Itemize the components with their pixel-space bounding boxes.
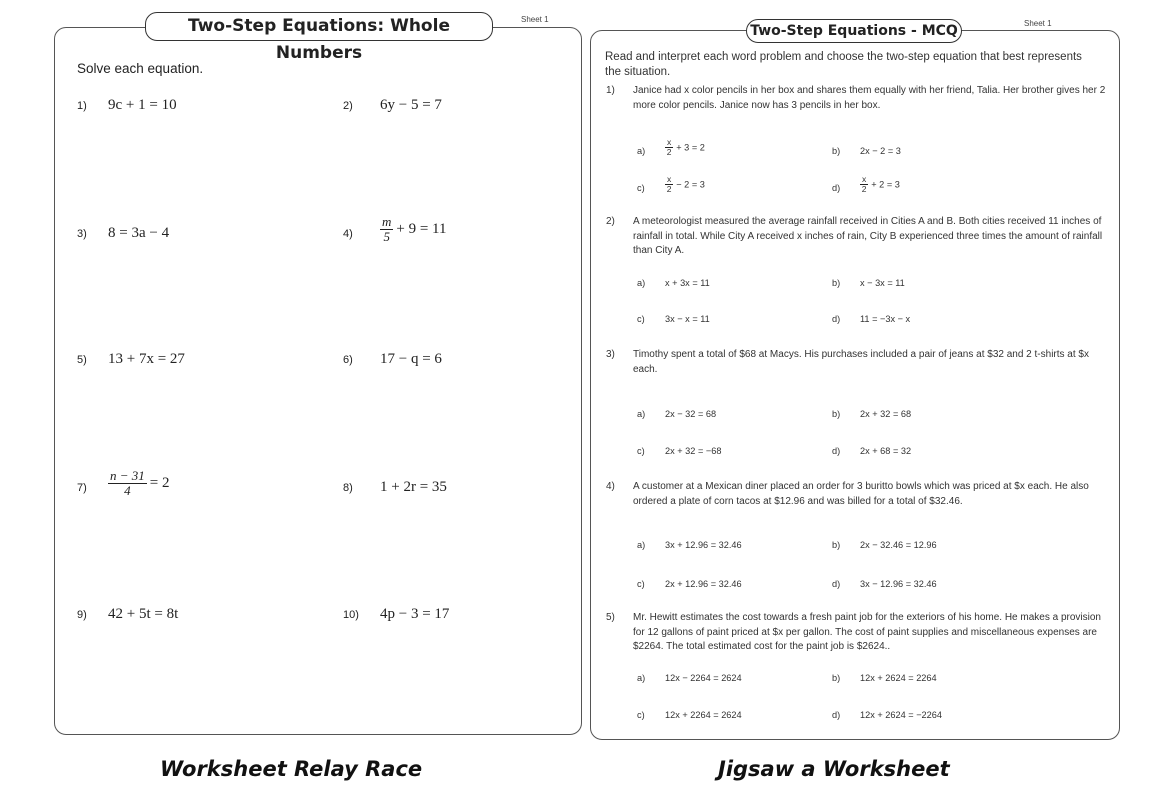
- option-label: b): [832, 540, 841, 550]
- problem-number: 7): [77, 482, 87, 494]
- option-equation: [860, 409, 911, 419]
- problem-number: 8): [343, 482, 353, 494]
- option-label: c): [637, 446, 645, 456]
- denominator: 5: [383, 229, 390, 245]
- numerator: n − 31: [110, 468, 145, 483]
- equation-text: 12x + 2624 = −2264: [860, 710, 942, 720]
- right-caption: Jigsaw a Worksheet: [718, 757, 950, 781]
- numerator: m: [382, 214, 392, 229]
- option-equation: [860, 673, 937, 683]
- fraction: [380, 215, 393, 245]
- denominator: 4: [124, 483, 131, 499]
- question-text: A customer at a Mexican diner placed an order for 3 buritto bowls which was priced at $x each. He also ordered a plate of corn tacos at $12.96 and was billed for a total of $32.46.: [633, 481, 1089, 507]
- question-text: A meteorologist measured the average rainfall received in Cities A and B. Both cities received 11 inches of rainfall in total. While City A received x inches of rain, City B experienced three times the amount of rainfall than City A.: [633, 216, 1103, 256]
- equation-text: x − 3x = 11: [860, 278, 905, 288]
- problem-number: 5): [77, 354, 87, 366]
- question-text: Timothy spent a total of $68 at Macys. His purchases included a pair of jeans at $32 and 2 t-shirts at $x each.: [633, 349, 1089, 375]
- equation-text: 12x + 2624 = 2264: [860, 673, 937, 683]
- left-caption: Worksheet Relay Race: [160, 757, 423, 781]
- option-equation: [665, 710, 742, 720]
- problem-number: 9): [77, 609, 87, 621]
- equation-text: 2x − 32 = 68: [665, 409, 717, 419]
- option-label: c): [637, 710, 645, 720]
- option-equation: [860, 540, 937, 550]
- left-instruction: Solve each equation.: [77, 61, 204, 76]
- fraction: [665, 175, 673, 195]
- problem-equation: [380, 479, 447, 496]
- fraction: [108, 469, 147, 499]
- option-label: a): [637, 673, 646, 683]
- denominator: 2: [666, 184, 672, 195]
- question-number: 1): [606, 85, 615, 96]
- numerator: x: [667, 137, 672, 147]
- equation-text: 2x + 12.96 = 32.46: [665, 579, 742, 589]
- equation-text: 2x + 32 = 68: [860, 409, 912, 419]
- option-label: b): [832, 673, 841, 683]
- option-equation: [860, 710, 942, 720]
- option-label: d): [832, 183, 841, 193]
- problem-equation: [108, 469, 170, 499]
- question-number: 4): [606, 481, 615, 492]
- problem-equation: [108, 351, 185, 368]
- problem-equation: [380, 606, 449, 623]
- equation-text: 2x + 68 = 32: [860, 446, 912, 456]
- option-equation: [860, 314, 910, 324]
- option-label: b): [832, 278, 841, 288]
- option-label: a): [637, 146, 646, 156]
- option-label: a): [637, 409, 646, 419]
- question-number: 3): [606, 349, 615, 360]
- option-label: a): [637, 278, 646, 288]
- problem-number: 2): [343, 100, 353, 112]
- equation-text: 12x + 2264 = 2624: [665, 710, 742, 720]
- left-worksheet-title: Two-Step Equations: Whole Numbers: [145, 12, 493, 41]
- option-equation: [665, 278, 710, 288]
- option-equation: [860, 146, 901, 156]
- option-label: c): [637, 579, 645, 589]
- equation-text: + 3 = 2: [676, 142, 705, 153]
- equation-text: 2x − 32.46 = 12.96: [860, 540, 937, 550]
- option-equation: [860, 446, 911, 456]
- equation-text: + 2 = 3: [871, 179, 900, 190]
- equation-text: 1 + 2r = 35: [380, 479, 447, 495]
- denominator: 2: [666, 147, 672, 158]
- problem-number: 6): [343, 354, 353, 366]
- option-label: c): [637, 314, 645, 324]
- option-equation: [665, 138, 705, 158]
- option-label: d): [832, 314, 841, 324]
- problem-equation: [380, 351, 442, 368]
- problem-number: 4): [343, 228, 353, 240]
- option-equation: [665, 540, 742, 550]
- problem-equation: [108, 225, 169, 242]
- option-label: b): [832, 146, 841, 156]
- denominator: 2: [861, 184, 867, 195]
- equation-text: = 2: [149, 475, 170, 492]
- problem-number: 1): [77, 100, 87, 112]
- question-text: Janice had x color pencils in her box and shares them equally with her friend, Talia. Her brother gives her 2 more color pencils. Janice now has 3 pencils in her box.: [633, 85, 1106, 111]
- option-equation: [860, 175, 900, 195]
- option-equation: [860, 278, 905, 288]
- equation-text: 12x − 2264 = 2624: [665, 673, 742, 683]
- question-number: 2): [606, 216, 615, 227]
- option-equation: [665, 579, 742, 589]
- problem-equation: [108, 606, 178, 623]
- option-equation: [665, 409, 716, 419]
- problem-equation: [108, 97, 177, 114]
- equation-text: 2x + 32 = −68: [665, 446, 722, 456]
- equation-text: − 2 = 3: [676, 179, 705, 190]
- equation-text: 3x + 12.96 = 32.46: [665, 540, 742, 550]
- option-label: c): [637, 183, 645, 193]
- option-equation: [665, 175, 705, 195]
- equation-text: 17 − q = 6: [380, 351, 442, 367]
- equation-text: 2x − 2 = 3: [860, 146, 901, 156]
- option-label: d): [832, 710, 841, 720]
- problem-number: 10): [343, 609, 359, 621]
- equation-text: 4p − 3 = 17: [380, 606, 450, 622]
- option-label: d): [832, 446, 841, 456]
- equation-text: 11 = −3x − x: [860, 314, 911, 324]
- left-sheet-label: Sheet 1: [521, 15, 549, 24]
- right-sheet-label: Sheet 1: [1024, 19, 1052, 28]
- option-equation: [665, 446, 721, 456]
- question-text: Mr. Hewitt estimates the cost towards a fresh paint job for the exteriors of his home. He makes a provision for 12 gallons of paint priced at $x per gallon. The cost of paint supplies and miscellaneous expenses are $2264. The total estimated cost for the paint job is $2624..: [633, 612, 1101, 652]
- problem-equation: [380, 97, 442, 114]
- problem-equation: [380, 215, 447, 245]
- equation-text: 8 = 3a − 4: [108, 225, 170, 241]
- equation-text: + 9 = 11: [396, 221, 447, 238]
- option-equation: [860, 579, 937, 589]
- question-number: 5): [606, 612, 615, 623]
- numerator: x: [667, 174, 672, 184]
- option-label: a): [637, 540, 646, 550]
- left-worksheet: [54, 27, 582, 735]
- equation-text: 6y − 5 = 7: [380, 97, 442, 113]
- option-label: b): [832, 409, 841, 419]
- option-equation: [665, 673, 742, 683]
- equation-text: x + 3x = 11: [665, 278, 710, 288]
- equation-text: 3x − 12.96 = 32.46: [860, 579, 937, 589]
- problem-number: 3): [77, 228, 87, 240]
- option-label: d): [832, 579, 841, 589]
- fraction: [860, 175, 868, 195]
- right-instruction: Read and interpret each word problem and choose the two-step equation that best represents the situation.: [605, 51, 1082, 78]
- equation-text: 13 + 7x = 27: [108, 351, 185, 367]
- equation-text: 3x − x = 11: [665, 314, 710, 324]
- equation-text: 9c + 1 = 10: [108, 97, 177, 113]
- equation-text: 42 + 5t = 8t: [108, 606, 179, 622]
- right-worksheet-title: Two-Step Equations - MCQ: [746, 19, 962, 43]
- fraction: [665, 138, 673, 158]
- option-equation: [665, 314, 710, 324]
- numerator: x: [862, 174, 867, 184]
